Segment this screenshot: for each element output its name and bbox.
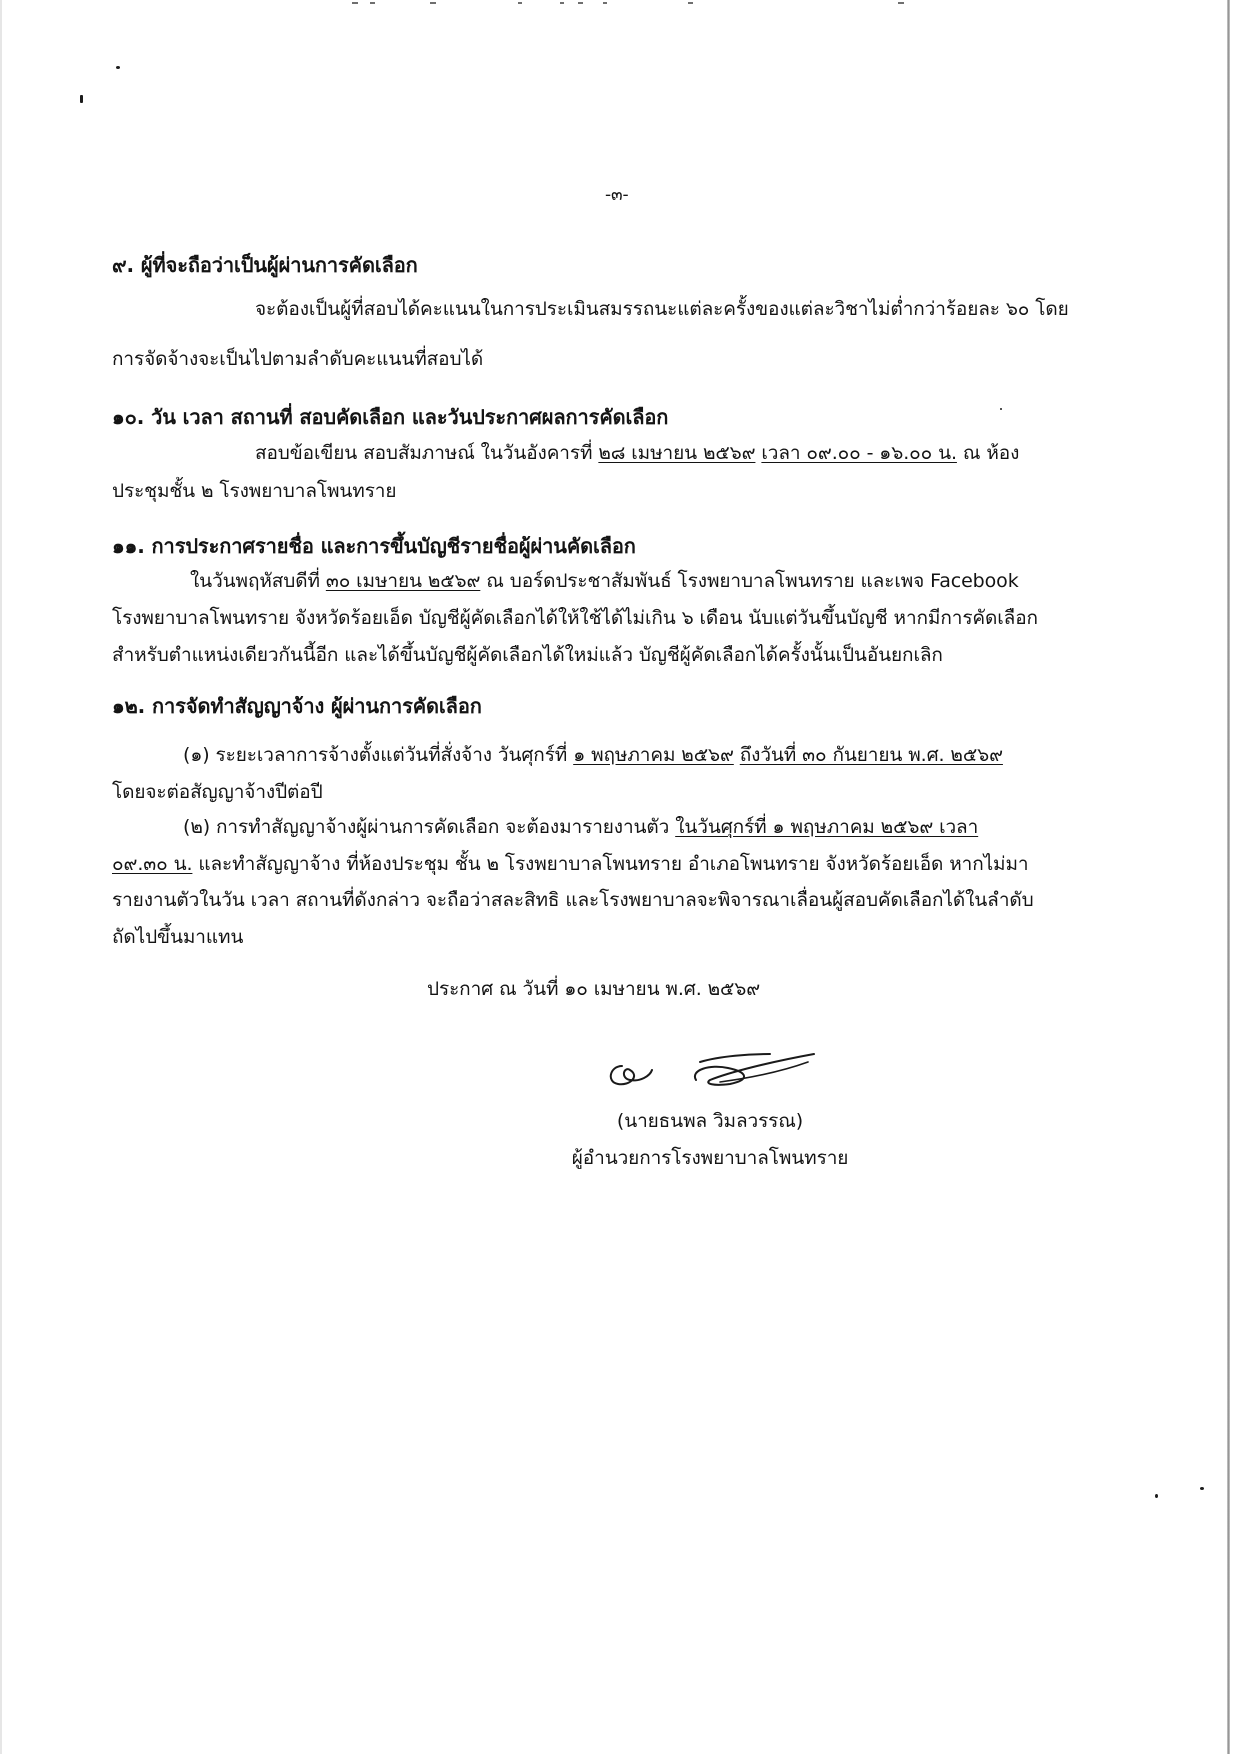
section-12-item-1-line: โดยจะต่อสัญญาจ้างปีต่อปี <box>112 781 323 803</box>
announce-date: ๓๐ เมษายน ๒๕๖๙ <box>325 570 481 592</box>
announce-place-text: ณ บอร์ดประชาสัมพันธ์ โรงพยาบาลโพนทราย และเพจ Facebook <box>480 570 1019 592</box>
section-11-paragraph-line: โรงพยาบาลโพนทราย จังหวัดร้อยเอ็ด บัญชีผู้คัดเลือกได้ให้ใช้ได้ไม่เกิน ๖ เดือน นับแต่วันขึ้นบัญชี หากมีการคัดเลือก <box>112 607 1038 629</box>
top-scan-marks <box>0 0 1240 6</box>
section-10-paragraph-line <box>255 440 1019 466</box>
section-11-heading: ๑๑. การประกาศรายชื่อ และการขึ้นบัญชีรายชื่อผู้ผ่านคัดเลือก <box>112 534 636 558</box>
exam-date: ๒๘ เมษายน ๒๕๖๙ <box>598 442 756 464</box>
section-12-item-1 <box>183 742 1003 768</box>
section-9-paragraph-line: จะต้องเป็นผู้ที่สอบได้คะแนนในการประเมินสมรรถนะแต่ละครั้งของแต่ละวิชาไม่ต่ำกว่าร้อยละ ๖๐ โดย <box>255 298 1069 320</box>
section-12-heading: ๑๒. การจัดทำสัญญาจ้าง ผู้ผ่านการคัดเลือก <box>112 694 482 718</box>
handwritten-signature <box>600 1040 830 1100</box>
section-10-heading: ๑๐. วัน เวลา สถานที่ สอบคัดเลือก และวันประกาศผลการคัดเลือก <box>112 405 669 429</box>
report-text: (๒) การทำสัญญาจ้างผู้ผ่านการคัดเลือก จะต้องมารายงานตัว <box>183 816 676 838</box>
section-12-item-2-line: รายงานตัวในวัน เวลา สถานที่ดังกล่าว จะถือว่าสละสิทธิ และโรงพยาบาลจะพิจารณาเลื่อนผู้สอบคัดเลือกได้ในลำดับ <box>112 889 1034 911</box>
section-10-paragraph-line: ประชุมชั้น ๒ โรงพยาบาลโพนทราย <box>112 480 397 502</box>
signatory-position: ผู้อำนวยการโรงพยาบาลโพนทราย <box>571 1147 849 1169</box>
exam-text: สอบข้อเขียน สอบสัมภาษณ์ ในวันอังคารที่ <box>255 442 599 464</box>
report-date: ในวันศุกร์ที่ ๑ พฤษภาคม ๒๕๖๙ เวลา <box>675 816 979 838</box>
section-12-item-2-line <box>112 851 1028 877</box>
exam-room-text: ณ ห้อง <box>956 442 1020 464</box>
signatory-name: (นายธนพล วิมลวรรณ) <box>616 1110 804 1132</box>
scan-dot <box>1200 1487 1204 1490</box>
section-11-paragraph-line <box>190 568 1019 594</box>
announce-text: ในวันพฤหัสบดีที่ <box>190 570 326 592</box>
section-9-paragraph-line: การจัดจ้างจะเป็นไปตามลำดับคะแนนที่สอบได้ <box>112 348 484 370</box>
report-place-text: และทำสัญญาจ้าง ที่ห้องประชุม ชั้น ๒ โรงพยาบาลโพนทราย อำเภอโพนทราย จังหวัดร้อยเอ็ด หากไม่มา <box>192 853 1029 875</box>
contract-start-date: ๑ พฤษภาคม ๒๕๖๙ <box>573 744 734 766</box>
report-time: ๐๙.๓๐ น. <box>112 853 193 875</box>
scan-dot <box>1155 1494 1158 1498</box>
announcement-date: ประกาศ ณ วันที่ ๑๐ เมษายน พ.ศ. ๒๕๖๙ <box>427 978 761 1000</box>
page-left-edge <box>0 0 2 1754</box>
scan-dot <box>1000 408 1002 410</box>
section-11-paragraph-line: สำหรับตำแหน่งเดียวกันนี้อีก และได้ขึ้นบัญชีผู้คัดเลือกได้ใหม่แล้ว บัญชีผู้คัดเลือกได้ครั้งนั้นเป็นอันยกเลิก <box>112 644 943 666</box>
contract-end-date: ถึงวันที่ ๓๐ กันยายน พ.ศ. ๒๕๖๙ <box>739 744 1003 766</box>
page-right-edge <box>1227 0 1230 1754</box>
scan-dot <box>80 95 83 103</box>
exam-time: เวลา ๐๙.๐๐ - ๑๖.๐๐ น. <box>761 442 957 464</box>
section-12-item-2 <box>183 814 978 840</box>
scan-dot <box>116 66 120 69</box>
page-number: -๓- <box>605 185 629 205</box>
contract-period-text: (๑) ระยะเวลาการจ้างตั้งแต่วันที่สั่งจ้าง วันศุกร์ที่ <box>183 744 574 766</box>
section-9-heading: ๙. ผู้ที่จะถือว่าเป็นผู้ผ่านการคัดเลือก <box>112 253 418 277</box>
section-12-item-2-line: ถัดไปขึ้นมาแทน <box>112 926 244 948</box>
